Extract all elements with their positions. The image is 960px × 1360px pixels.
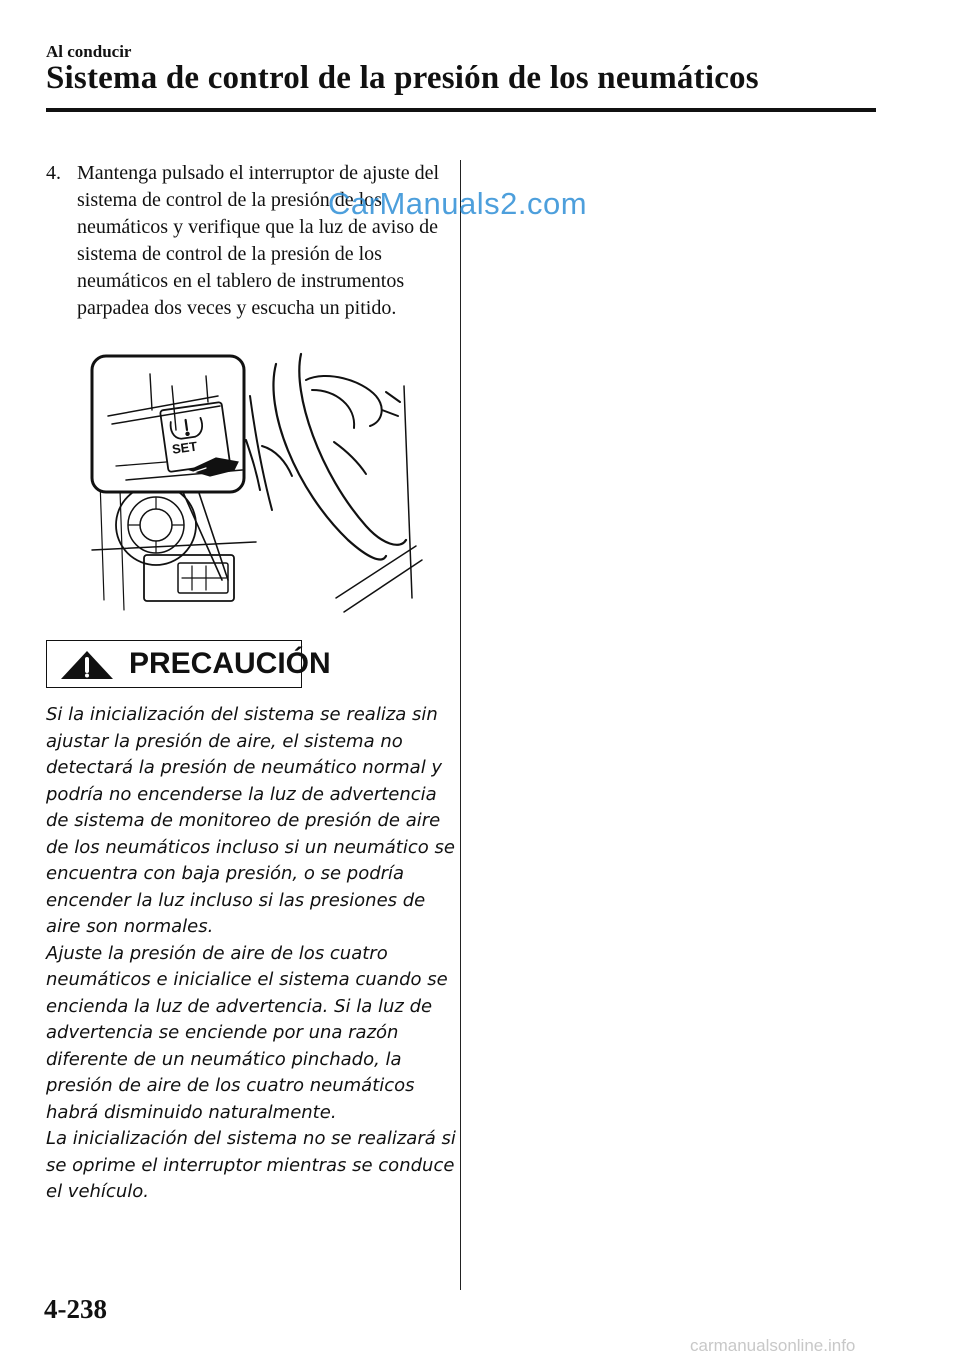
set-button-label: SET: [171, 438, 199, 457]
warning-triangle-icon: [59, 649, 115, 681]
caution-body: [46, 702, 456, 1206]
footer-site[interactable]: carmanualsonline.info: [690, 1336, 856, 1355]
caution-paragraph: Ajuste la presión de aire de los cuatro neumáticos e inicialice el sistema cuando se encienda la luz de advertencia. Si la luz de advertencia se enciende por una razón diferente de un neumático pinchado, la presión de aire de los cuatro neumáticos habrá disminuido naturalmente.: [46, 942, 448, 1123]
heading-rule: [46, 108, 876, 112]
page-number: 4-238: [44, 1294, 107, 1324]
step-text: Mantenga pulsado el interruptor de ajuste del sistema de control de la presión de los neumáticos y verifique que la luz de aviso de sistema de control de la presión de los neumáticos en el tablero de instrumentos parpadea dos veces y escucha un pitido.: [77, 162, 440, 319]
instruction-step: [46, 160, 446, 322]
watermark[interactable]: CarManuals2.com: [328, 186, 588, 221]
section-label: Al conducir: [46, 42, 132, 61]
caution-paragraph: La inicialización del sistema no se realizará si se oprime el interruptor mientras se conduce el vehículo.: [46, 1128, 456, 1202]
caution-title: PRECAUCIÓN: [129, 647, 331, 680]
dashboard-switch-illustration: [86, 350, 426, 622]
column-divider: [460, 160, 461, 1290]
caution-paragraph: Si la inicialización del sistema se realiza sin ajustar la presión de aire, el sistema no detectará la presión de neumático normal y podría no encenderse la luz de advertencia de sistema de monitoreo de presión de aire de los neumáticos incluso si un neumático se encuentra con baja presión, o se podría encender la luz incluso si las presiones de aire son normales.: [46, 704, 455, 937]
page-title: Sistema de control de la presión de los neumáticos: [46, 60, 759, 96]
step-number: 4.: [46, 162, 61, 184]
caution-banner: [46, 640, 331, 688]
